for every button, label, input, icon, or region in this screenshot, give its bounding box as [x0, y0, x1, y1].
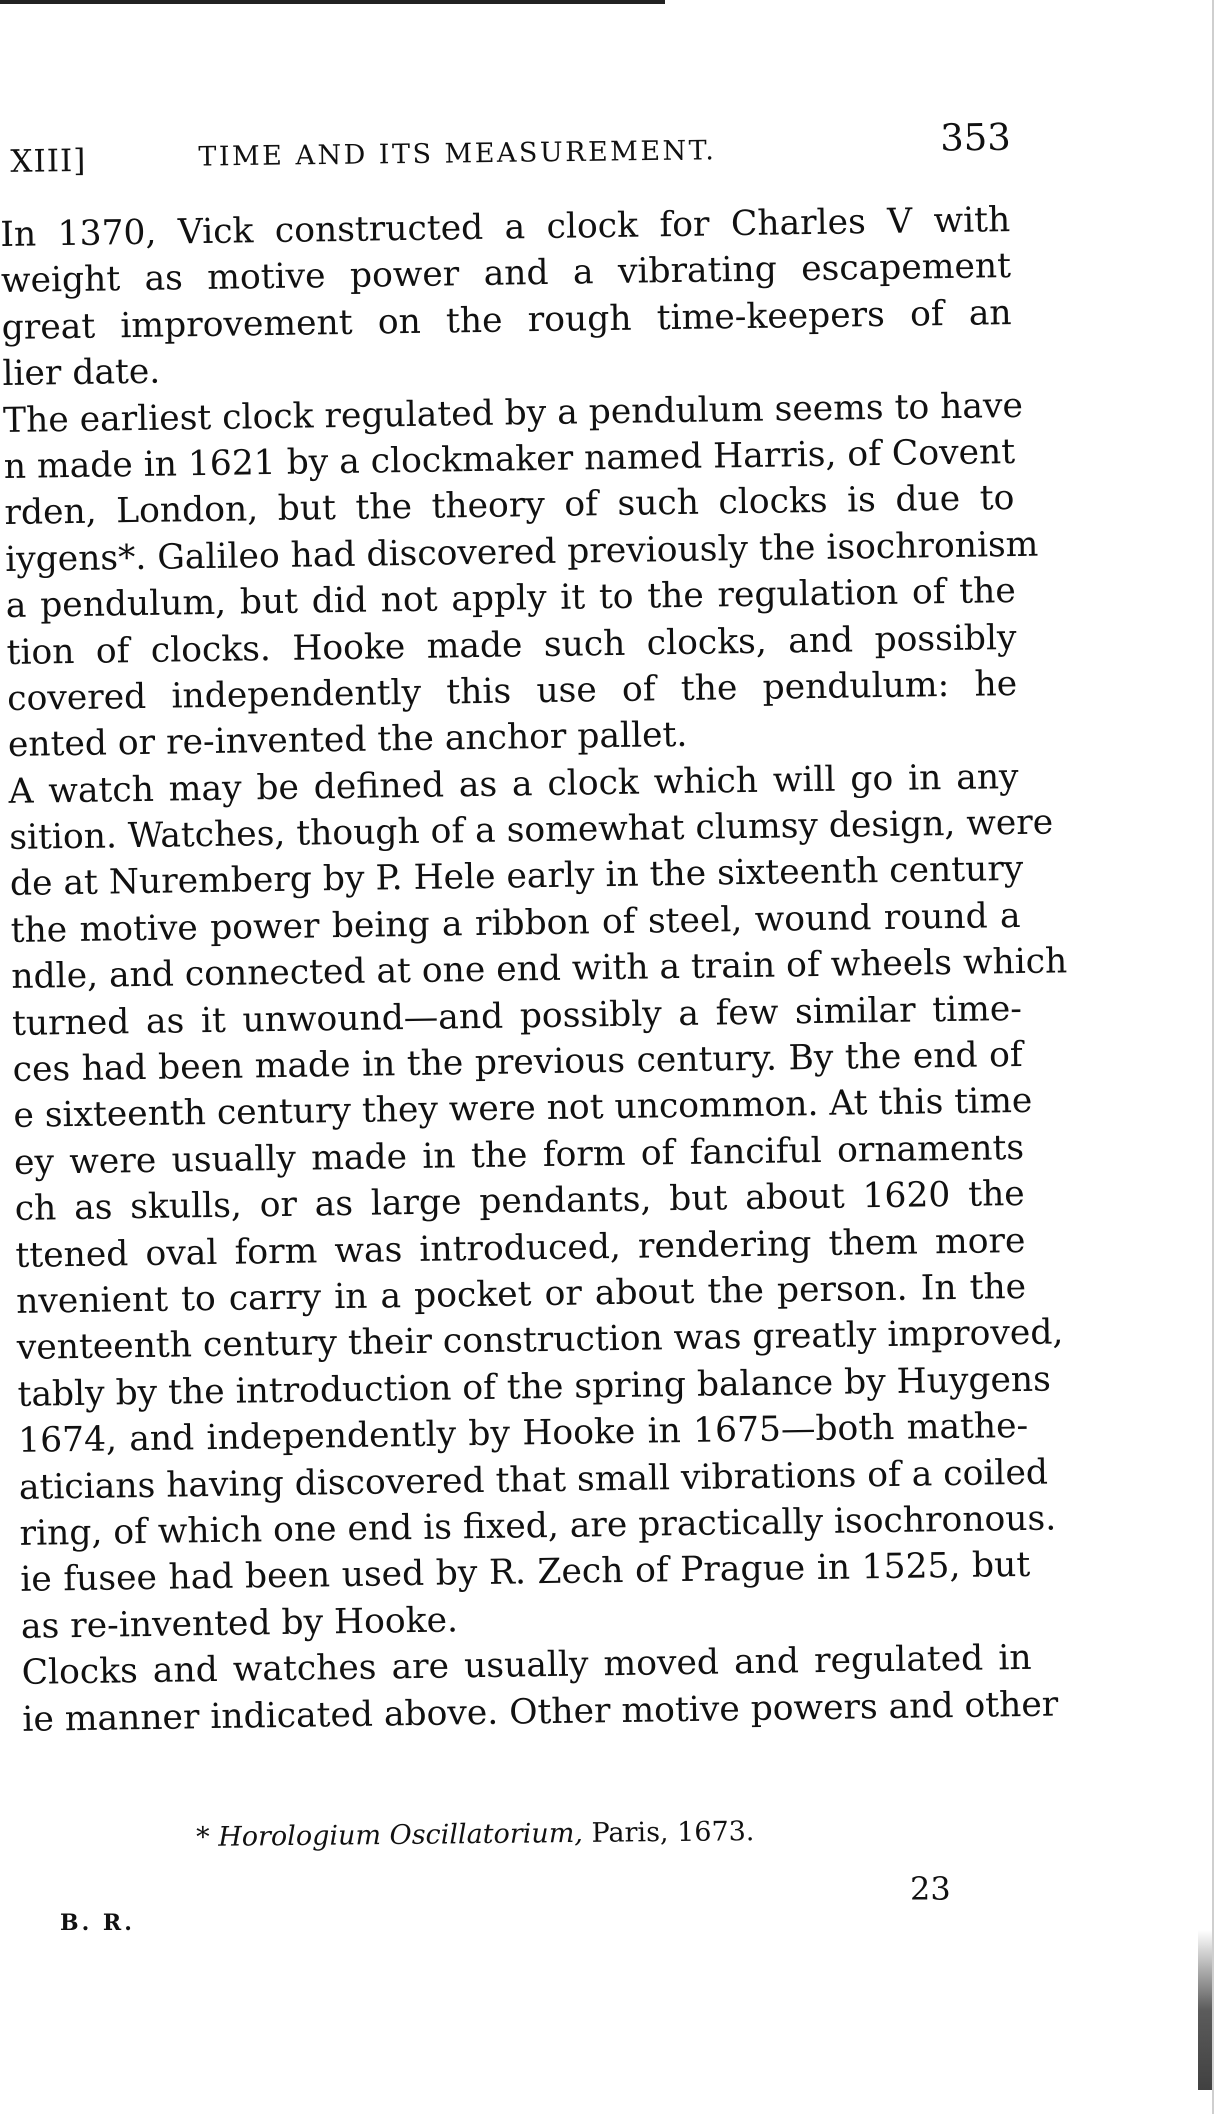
footnote-title: Horologium Oscillatorium,	[218, 1817, 584, 1853]
text-line: the motive power being a ribbon of steel, wound round a	[10, 895, 1021, 951]
text-line: ey were usually made in the form of fanciful ornaments	[13, 1127, 1025, 1183]
text-line: ch as skulls, or as large pendants, but about 1620 the	[14, 1174, 1025, 1230]
text-line: tion of clocks. Hooke made such clocks, and possibly	[6, 617, 1017, 673]
text-line: a pendulum, but did not apply it to the regulation of the	[5, 571, 1017, 627]
text-line: ie fusee had been used by R. Zech of Prague in 1525, but	[20, 1545, 1031, 1601]
text-line: rden, London, but the theory of such clocks is due to	[4, 478, 1015, 534]
text-line: weight as motive power and a vibrating escapement	[0, 246, 1012, 302]
text-line: de at Nuremberg by P. Hele early in the sixteenth century	[9, 849, 1024, 905]
page-number: 353	[939, 115, 1012, 160]
footnote-rest: Paris, 1673.	[591, 1816, 755, 1849]
text-line: turned as it unwound—and possibly a few similar time-	[11, 988, 1023, 1044]
running-title: TIME AND ITS MEASUREMENT.	[198, 135, 717, 173]
text-line: covered independently this use of the pendulum: he	[6, 663, 1018, 719]
text-line: sition. Watches, though of a somewhat clumsy design, were	[8, 802, 1054, 859]
footnote-mark: *	[196, 1821, 210, 1853]
text-line: The earliest clock regulated by a pendulum seems to have	[2, 385, 1024, 441]
text-line: n made in 1621 by a clockmaker named Harris, of Covent	[3, 431, 1016, 487]
text-line: Clocks and watches are usually moved and regulated in	[21, 1637, 1032, 1693]
text-line: as re-invented by Hooke.	[20, 1600, 459, 1647]
scan-edge-mark	[1198, 1930, 1212, 2090]
top-rule	[0, 0, 665, 4]
text-line: 1674, and independently by Hooke in 1675—both mathe-	[17, 1406, 1029, 1462]
signature-number: 23	[910, 1870, 951, 1908]
text-line: ndle, and connected at one end with a train of wheels which	[11, 941, 1068, 998]
text-line: e sixteenth century they were not uncommon. At this time	[13, 1081, 1033, 1137]
text-line: A watch may be defined as a clock which will go in any	[8, 756, 1019, 812]
chapter-number: XIII]	[10, 142, 87, 180]
text-line: ttened oval form was introduced, rendering them more	[15, 1220, 1026, 1276]
text-line: lier date.	[2, 351, 161, 395]
running-head	[0, 116, 1011, 188]
text-line: ces had been made in the previous century. By the end of	[12, 1034, 1023, 1090]
text-line: great improvement on the rough time-keepers of an	[1, 292, 1012, 348]
signature-mark: B. R.	[60, 1910, 135, 1936]
text-line: ring, of which one end is fixed, are practically isochronous.	[19, 1498, 1057, 1554]
text-line: ented or re-invented the anchor pallet.	[7, 715, 688, 766]
text-line: iygens*. Galileo had discovered previously the isochronism	[4, 524, 1039, 580]
text-line: aticians having discovered that small vibrations of a coiled	[18, 1452, 1049, 1508]
text-line: venteenth century their construction was greatly improved,	[16, 1312, 1064, 1369]
text-line: ie manner indicated above. Other motive powers and other	[22, 1683, 1059, 1740]
text-line: tably by the introduction of the spring balance by Huygens	[17, 1359, 1052, 1415]
text-line: In 1370, Vick constructed a clock for Charles V with	[0, 200, 1011, 255]
text-line: nvenient to carry in a pocket or about the person. In the	[15, 1266, 1027, 1322]
footnote	[196, 1816, 755, 1853]
body-text	[0, 197, 1068, 1743]
